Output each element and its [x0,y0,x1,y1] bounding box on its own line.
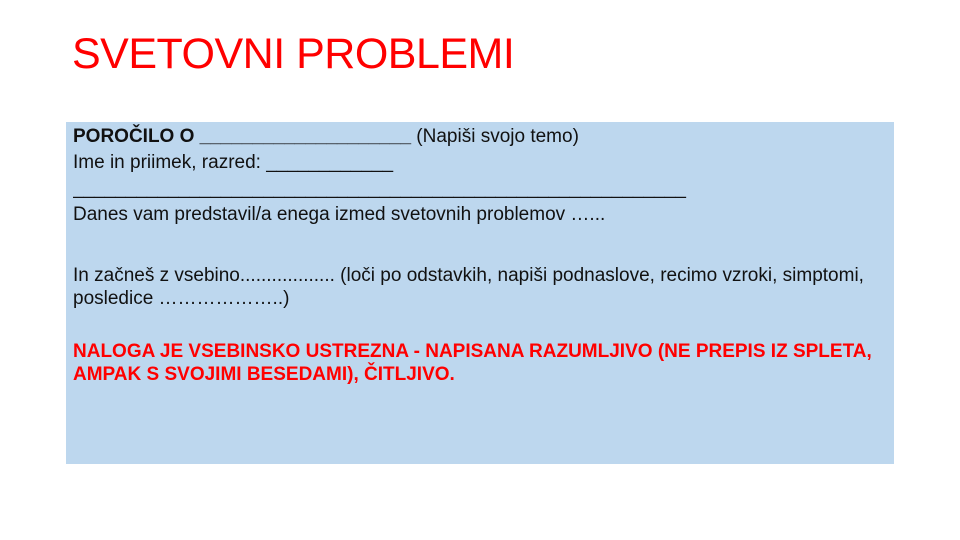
name-class-line: Ime in priimek, razred: ____________ [73,152,394,173]
report-title-hint: (Napiši svojo temo) [416,126,579,147]
slide-title: SVETOVNI PROBLEMI [72,30,515,78]
report-title-prefix: POROČILO O ____________________ [73,126,417,147]
requirements-warning: NALOGA JE VSEBINSKO USTREZNA - NAPISANA RAZUMLJIVO (NE PREPIS IZ SPLETA, AMPAK S SVOJIMI BESEDAMI), ČITLJIVO. [73,341,872,385]
spacer [73,310,888,340]
spacer [73,228,888,264]
content-box [66,122,894,464]
report-title-line [73,124,888,150]
intro-line: Danes vam predstavil/a enega izmed svetovnih problemov …... [73,204,606,225]
blank-line: __________________________________________________________ [73,178,686,199]
content-instructions: In začneš z vsebino.................. (loči po odstavkih, napiši podnaslove, recimo vzroki, simptomi, posledice ………………..) [73,265,864,309]
